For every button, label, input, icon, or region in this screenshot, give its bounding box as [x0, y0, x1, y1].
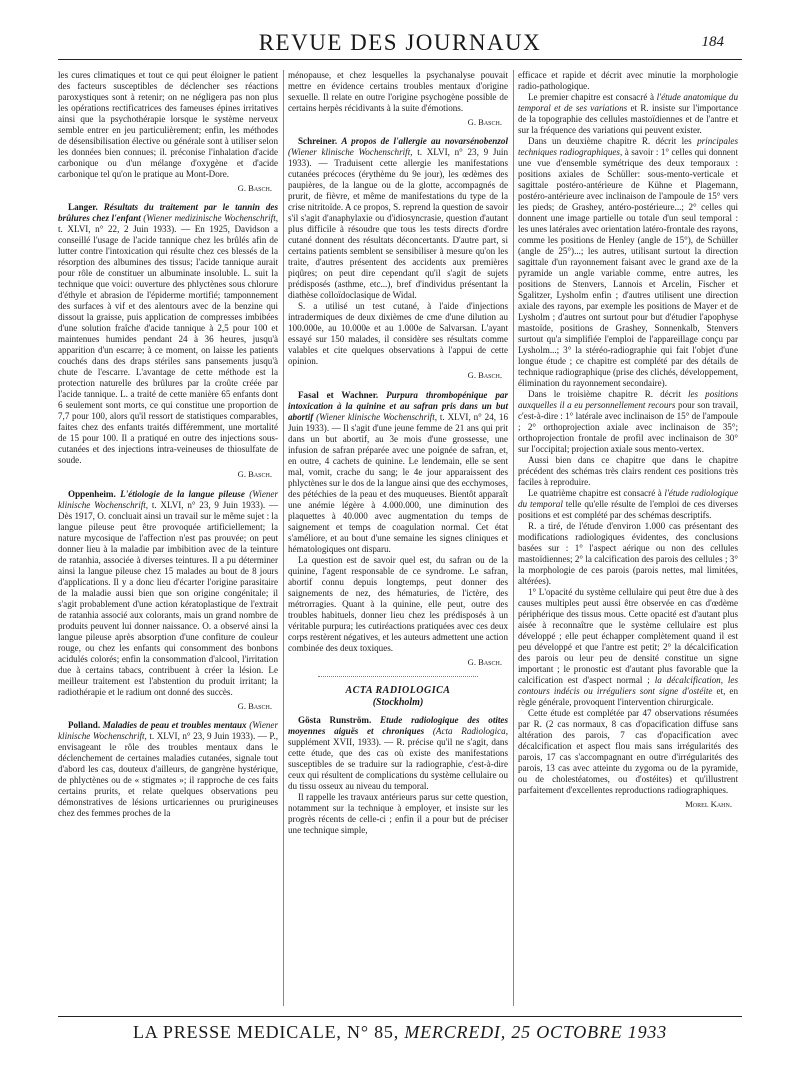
column-1: [58, 70, 278, 825]
signature: G. Basch.: [467, 656, 502, 667]
signature: G. Basch.: [467, 117, 502, 127]
article-author: Gösta Runström.: [298, 715, 372, 726]
page-header: [0, 0, 800, 64]
section-subheading: (Stockholm): [372, 697, 424, 709]
footer-rule: [58, 1016, 742, 1017]
text-run: Dans un deuxième chapitre R. décrit les: [528, 136, 692, 146]
footer-journal: LA PRESSE MEDICALE,: [133, 1022, 342, 1042]
paragraph: [518, 587, 738, 708]
article-author: Fasal et Wachner.: [298, 389, 379, 400]
signature: G. Basch.: [237, 700, 272, 711]
article-reference: (Wiener klinische Wochenschrift,: [316, 411, 437, 422]
article-fasal-wachner: [288, 390, 508, 667]
paragraph: ménopause, et chez lesquelles la psychanalyse pouvait mettre en évidence certains troubles mentaux d'origine sexuelle. Il relate en outre l'origine psychogène possible de certains herpès récidivants à la suite d'émotions.: [288, 70, 508, 113]
article-author: Schreiner.: [298, 136, 338, 147]
text-run: Le premier chapitre est consacré à: [528, 92, 655, 102]
article-title: A propos de l'allergie au novarsénobenzol: [341, 136, 508, 147]
text-run: 1° L'opacité du système cellulaire qui peut être due à des causes multiples peut aussi être observée en cas d'œdème périphérique des tissus mous. Cette opacité est d'autant plus aisée à reconnaître que le système cellulaire est plus développé ; elle peut échapper complètement quand il est peu développé et que l'antre est petit; 2° la décalcification des parois ou leur peu de densité constitue un signe important ; le pronostic est d'autant plus favorable que la calcification est d'aspect normal ;: [518, 587, 738, 685]
article-body: — Dès 1917, O. concluait ainsi un travail sur le même sujet : la langue pileuse peut être provoquée artificiellement; la nature mycosique de l'affection n'est pas prouvée; on peut donner lieu à la maladie par imbibition avec de la teinture de ratanhia, associée à diverses teintures. Il a pu déterminer ainsi la langue pileuse chez 15 malades au bout de 8 jours d'applications. Il y a donc lieu d'écarter l'origine parasitaire de la maladie aussi bien que son origine congénitale; il s'agit probablement d'une action kératoplastique de l'extrait de ratanhia associé aux colorants, mais un grand nombre de produits peuvent lui donner naissance. O. a observé ainsi la langue pileuse après absorption d'une confiture de couleur rouge, ou chez les enfants qui consomment des bonbons acidulés colorés; enfin la consommation d'alcool, l'irritation due à certains tabacs, contribuent à créer la lésion. Le meilleur traitement est l'abstention du produit irritant; la radiothérapie et le radium ont donné des succès.: [58, 499, 279, 697]
emphasis: les positions auxquelles il a eu personnellement recours: [518, 389, 738, 410]
paragraph: S. a utilisé un test cutané, à l'aide d'injections intradermiques de deux dixièmes de cme d'une dilution au 100.000e, au 10.000e et au 1.000e de Salvarsan. L'ayant essayé sur 150 malades, il considère ses résultats comme valables et cite quelques observations à l'appui de cette opinion.: [288, 301, 508, 367]
section-divider: [318, 676, 478, 677]
article-runstrom: [288, 715, 508, 836]
article-title: Résultats du traitement par le tannin des brûlures chez l'enfant: [58, 202, 278, 224]
text-run: pour son travail, c'est-à-dire : 1° latérale avec inclinaison de 15° de l'ampoule ; 2° orthoprojection axiale avec inclinaison de 35°; orthoprojection frontale de profil avec inclinaison de 30° sur l'occipital; projection axiale sous mento-vertex.: [518, 400, 738, 454]
page-number: 184: [701, 34, 724, 50]
paragraph: les cures climatiques et tout ce qui peut éloigner le patient des facteurs susceptibles de déclencher ses réactions paroxystiques sont à retenir; on ne négligera pas non plus les opérations rectificatrices des fameuses épines irritatives ainsi que la psychothérapie lorsque le système nerveux semble entrer en jeu particulièrement; enfin, les méthodes de désensibilisation élective ou générale sont à utiliser selon les données bien connues; il. préconise l'inhalation d'acide carbonique ou d'un mélange d'oxygène et d'acide carbonique tel qu'on le pratique au Mont-Dore.: [58, 70, 278, 179]
article-author: Langer.: [68, 202, 98, 213]
article-reference: (Wiener klinische Wochenschrift,: [58, 720, 278, 742]
section-heading: ACTA RADIOLOGICA: [345, 685, 451, 697]
article-body: — Traduisent cette allergie les manifestations cutanées précoces (érythème du 9e jour), les œdèmes des paupières, de la langue ou de la glotte, accompagnés de prurit, de fièvre, et même de manifestations du type de la crise nitritoïde. A ce propos, S. reprend la question de savoir s'il s'agit d'anaphylaxie ou d'idiosyncrasie, question d'autant plus difficile à résoudre que tous les tests directs d'ordre cutané donnent des résultats déconcertants. D'autre part, si certains patients semblent se sensibiliser à mesure qu'on les traite, d'autres présentent des accidents aux premières piqûres; on peut dire cependant qu'il s'agit de sujets prédisposés (asthme, etc...), bref d'individus présentant la diathèse colloïdoclasique de Widal.: [288, 158, 508, 301]
column-divider: [513, 70, 514, 1006]
text-run: Le quatrième chapitre est consacré à: [528, 488, 662, 498]
footer-date: MERCREDI, 25 OCTOBRE 1933: [404, 1022, 667, 1042]
emphasis: l'étude radiologique du temporal: [518, 488, 738, 509]
article-title: Etude radiologique des otites moyennes aiguës et chroniques: [288, 715, 508, 737]
article-reference-details: t. XLVI, n° 23, 9 Juin 1933).: [288, 147, 508, 169]
text-run: et, en règle générale, provoquent l'intervention chirurgicale.: [518, 686, 738, 707]
signature: G. Basch.: [237, 183, 272, 193]
article-title: Maladies de peau et troubles mentaux: [102, 720, 247, 731]
signature: G. Basch.: [467, 370, 502, 381]
article-body: — P., envisageant le rôle des troubles mentaux dans le déclenchement de certaines maladies cutanées, signale tout d'abord les cas, douteux d'ailleurs, de gangrène hystérique, de phlyctènes ou de « stigmates »; il rapproche de ces faits certains prurits, et relate quelques observations peu démonstratives de lésions urticariennes ou prurigineuses chez des femmes proches de la: [58, 731, 279, 819]
footer-issue: N° 85,: [347, 1022, 400, 1042]
signature: Morel Kahn.: [685, 799, 732, 809]
paragraph: Aussi bien dans ce chapitre que dans le chapitre précédent des schémas très clairs rendent ces positions très faciles à reproduire.: [518, 455, 738, 487]
article-reference: (Wiener klinische Wochenschrift,: [288, 147, 413, 158]
emphasis: la décalcification, les contours indécis ou irréguliers sont signe d'ostéite: [518, 675, 738, 696]
article-reference-details: t. XLVI, n° 22, 2 Juin 1933).: [58, 224, 177, 235]
text-run: et R. insiste sur l'importance de la topographie des cellules mastoïdiennes et de l'antre et sur la fréquence des variations qui peuvent exister.: [518, 103, 739, 135]
paragraph: Il rappelle les travaux antérieurs parus sur cette question, notamment sur la technique à employer, et insiste sur les progrès récents de celle-ci ; enfin il a pour but de préciser une technique simple,: [288, 792, 508, 836]
article-body: — Il s'agit d'une jeune femme de 21 ans qui prit dans un but abortif, au 3e mois d'une grossesse, une infusion de safran préparée avec une poignée de safran, et, en outre, 4 cachets de quinine. Le lendemain, elle se sent mal, vomit, crache du sang; le 4e jour apparaissent des phlyctènes sur le dos de la langue ainsi que des ecchymoses, des pétéchies de la peau et des muqueuses. Bientôt apparaît une anémie légère à 4.000.000, une diminution des plaquettes à 40.000 avec augmentation du temps de saignement et temps de coagulation normal. Cet état s'améliore, et au bout d'une semaine les signes cliniques et hématologiques ont disparu.: [288, 422, 509, 554]
article-author: Oppenheim.: [68, 488, 116, 499]
article-reference-details: t. XLVI, n° 24, 16 Juin 1933).: [288, 411, 509, 433]
article-reference-details: t. XLVI, n° 23, 9 Juin 1933).: [151, 499, 266, 510]
emphasis: l'étude anatomique du temporal et de ses variations: [518, 92, 738, 113]
paragraph: [518, 136, 738, 389]
paragraph: R. a tiré, de l'étude d'environ 1.000 cas présentant des modifications radiologiques évidentes, des conclusions basées sur : 1° l'aspect aérique ou non des cellules mastoïdiennes; 2° la calcification des parois des cellules ; 3° la morphologie de ces parois (parois nettes, mal limitées, altérées).: [518, 521, 738, 586]
article-reference: (Wiener klinische Wochenschrift,: [58, 488, 278, 510]
article-reference: (Wiener medizinische Wochenschrift,: [143, 213, 278, 224]
text-run: telle qu'elle résulte de l'emploi de ces diverses positions et est complété par des schémas descriptifs.: [518, 499, 738, 520]
signature: G. Basch.: [237, 469, 272, 480]
paragraph: efficace et rapide et décrit avec minutie la morphologie radio-pathologique.: [518, 70, 738, 91]
paragraph: La question est de savoir quel est, du safran ou de la quinine, l'agent responsable de ce syndrome. Le safran, abortif connu depuis longtemps, peut donner des saignements de nez, des hématuries, de l'ictère, des métrorragies. Quant à la quinine, elle peut, outre des troubles habituels, donner lieu chez les prédisposés à un véritable purpura; les cutiréactions pratiquées avec ces deux corps restèrent négatives, et les auteurs admettent une action combinée des deux toxiques.: [288, 554, 508, 653]
paragraph: [518, 92, 738, 136]
text-run: Dans le troisième chapitre R. décrit: [528, 389, 681, 399]
article-body: — R. précise qu'il ne s'agit, dans cette étude, que des cas où existe des manifestations susceptibles de se traduire sur la radiographie, c'est-à-dire ceux qui résultent de complications du système cellulaire ou du tissu osseux au niveau du temporal.: [288, 737, 508, 792]
paragraph: [518, 488, 738, 521]
journal-section-title: REVUE DES JOURNAUX: [258, 30, 542, 55]
article-reference-details: t. XLVI, n° 23, 9 Juin 1933).: [149, 731, 256, 742]
article-langer: [58, 202, 278, 479]
column-divider: [283, 70, 284, 1006]
paragraph: Cette étude est complétée par 47 observations résumées par R. (2 cas normaux, 8 cas d'opacification diffuse sans altération des parois, 7 cas d'opacification avec décalcification et aspect flou mais sans irrégularités des parois, 17 cas s'accompagnant en outre d'irrégularités des parois, 13 cas avec atteinte du zygoma ou de la pyramide, ou de cholestéatomes, ou d'ostéites) et qu'illustrent parfaitement d'excellentes reproductions radiographiques.: [518, 708, 738, 795]
article-reference: (Acta Radiologica,: [432, 726, 508, 737]
article-oppenheim: [58, 489, 278, 711]
article-polland: [58, 720, 278, 819]
article-title: L'étiologie de la langue pileuse: [120, 488, 245, 499]
article-author: Polland.: [68, 720, 101, 731]
article-schreiner: [288, 136, 508, 380]
article-reference-details: supplément XVII, 1933).: [288, 737, 382, 748]
emphasis: principales techniques radiographiques,: [518, 136, 738, 157]
article-body: — En 1925, Davidson a conseillé l'usage de l'acide tannique chez les brûlés afin de lutter contre l'intoxication qui résulte chez ces blessés de la résorption des albumines des tissus; l'acide tannique aurait pour rôle de constituer un albuminate insoluble. L. suit la technique que voici: ouverture des phlyctènes sous chlorure d'éthyle et abrasion de l'épiderme mortifié; tamponnement des surfaces à vif et des alentours avec de la benzine qui dissout la graisse, puis application de compresses imbibées d'une solution fraîche d'acide tannique à 2,5 pour 100 et maintenues humides pendant 24 à 36 heures, jusqu'à apparition d'un escarre; à ce moment, on laisse les patients couchés dans des draps stériles sans pansements jusqu'à chute de l'escarre. L'avantage de cette méthode est la protection naturelle des brûlures par la croûte créée par l'acide tannique. L. a traité de cette manière 65 enfants dont 6 seulement sont morts, ce qui constitue une proportion de 7,7 pour 100, alors qu'il ressort de statistiques comparables, faites chez des enfants traités différemment, une mortalité de 15 pour 100. Il a pratiqué en outre des injections sous-cutanées et des injections intra-veineuses de thiosulfate de soude.: [58, 224, 278, 466]
paragraph: [518, 389, 738, 455]
column-2: [288, 70, 508, 842]
column-3: [518, 70, 738, 818]
article-title: Purpura thrombopénique par intoxication à la quinine et au safran pris dans un but abortif: [288, 389, 508, 422]
header-rule: [58, 59, 742, 60]
text-run: à savoir : 1° celles qui donnent une vue d'ensemble symétrique des deux temporaux : positions axiales de Schüller: sous-mento-verticale et sagittale postéro-antérieure de Kühne et Plagemann, postéro-antérieure avec inclinaison de l'ampoule de 15° vers les pieds; de Grashey, antéro-postérieure...; 2° celles qui donnent une image partielle ou totale d'un seul temporal : les unes latérales avec orientation latéro-frontale des rayons, comme les positions de Henley (angle de 15°), de Schüller (angle de 25°)...; les autres, utilisant surtout la direction sagittale d'un rayonnement faisant avec le grand axe de la pyramide un angle variable comme, entre autres, les positions de Stenvers, Lannois et Arcelin, Fischer et Sgalitzer, Lysholm enfin ; d'autres utilisent une direction axiale des rayons, par exemple les positions de Mayer et de Lysholm ; d'autres ont surtout pour but d'étudier l'apophyse mastoïde, positions de Grashey, Sonnenkalb, Stenvers surtout qu'a simplifiée l'emploi de l'appareillage conçu par Lysholm...; 3° la stéréo-radiographie qui fait l'objet d'une longue étude ; ce chapitre est complété par des détails de technique radiographique (prise des clichés, développement, élimination du rayonnement secondaire).: [518, 147, 738, 388]
page-footer: [0, 1022, 800, 1043]
